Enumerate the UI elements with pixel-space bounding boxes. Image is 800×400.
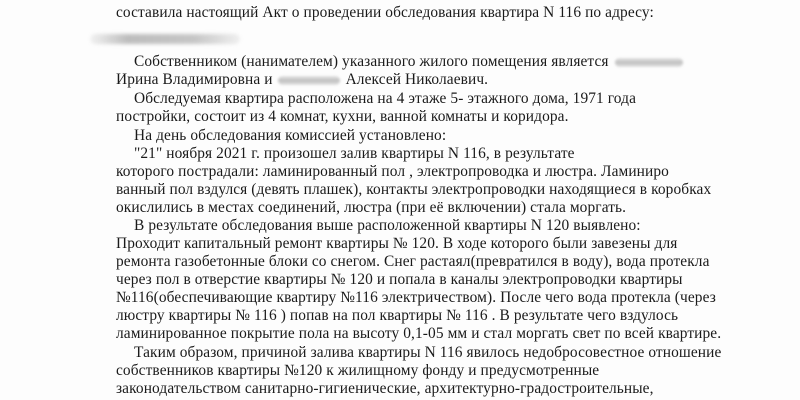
upper-flat-line-6: люстру квартиры № 116 ) попав на пол квартиры № 116 . В результате чего вздулось [116,307,679,324]
redacted-surname-2 [278,76,340,85]
upper-flat-line-1: В результате обследования выше расположенной квартиры N 120 выявлено: [134,217,641,234]
upper-flat-line-3: ремонта газобетонные блоки со снегом. Снег растаял(превратился в воду), вода протекла [116,253,710,270]
owner-names-line [116,71,488,89]
conclusion-line-3: законодательством санитарно-гигиенические, архитектурно-градостроительные, [116,380,654,397]
building-line-2: постройки, состоит из 4 комнат, кухни, ванной комнаты и коридора. [116,108,569,125]
redacted-surname-1 [615,58,683,67]
incident-line-1: "21" ноября 2021 г. произошел залив квартиры N 116, в результате [134,145,575,162]
act-heading-line: составила настоящий Акт о проведении обследования квартира N 116 по адресу: [116,4,654,21]
building-line-1: Обследуемая квартира расположена на 4 этаже 5- этажного дома, 1971 года [134,90,637,107]
upper-flat-line-2: Проходит капитальный ремонт квартиры № 120. В ходе которого были завезены для [116,235,678,252]
upper-flat-line-5: №116(обеспечивающие квартиру №116 электричеством). После чего вода протекла (через [116,289,716,306]
owner-intro-text: Собственником (нанимателем) указанного жилого помещения является [134,53,609,70]
conclusion-line-2: собственников квартиры №120 к жилищному фонду и предусмотренные [116,362,600,379]
owner-second-name: Алексей Николаевич. [345,71,489,88]
upper-flat-line-4: через пол в отверстие квартиры № 120 и попала в каналы электропроводки квартиры [116,271,683,288]
conclusion-line-1: Таким образом, причиной залива квартиры N 116 явилось недобросовестное отношение [134,344,722,361]
upper-flat-line-7: ламинированное покрытие пола на высоту 0,1-05 мм и стал моргать свет по всей квартире. [116,325,722,342]
redacted-address [90,34,240,44]
owner-first-name: Ирина Владимировна и [116,71,273,88]
incident-line-3: ванный пол вздулся (девять плашек), контакты электропроводки находящиеся в коробках [116,181,712,198]
owner-intro-line [134,53,683,71]
incident-line-4: окислились в местах соединений, люстра (при её включении) стала моргать. [116,199,627,216]
commission-line: На день обследования комиссией установлено: [134,127,447,144]
incident-line-2: которого пострадали: ламинированный пол , электропроводка и люстра. Ламиниро [116,163,669,180]
